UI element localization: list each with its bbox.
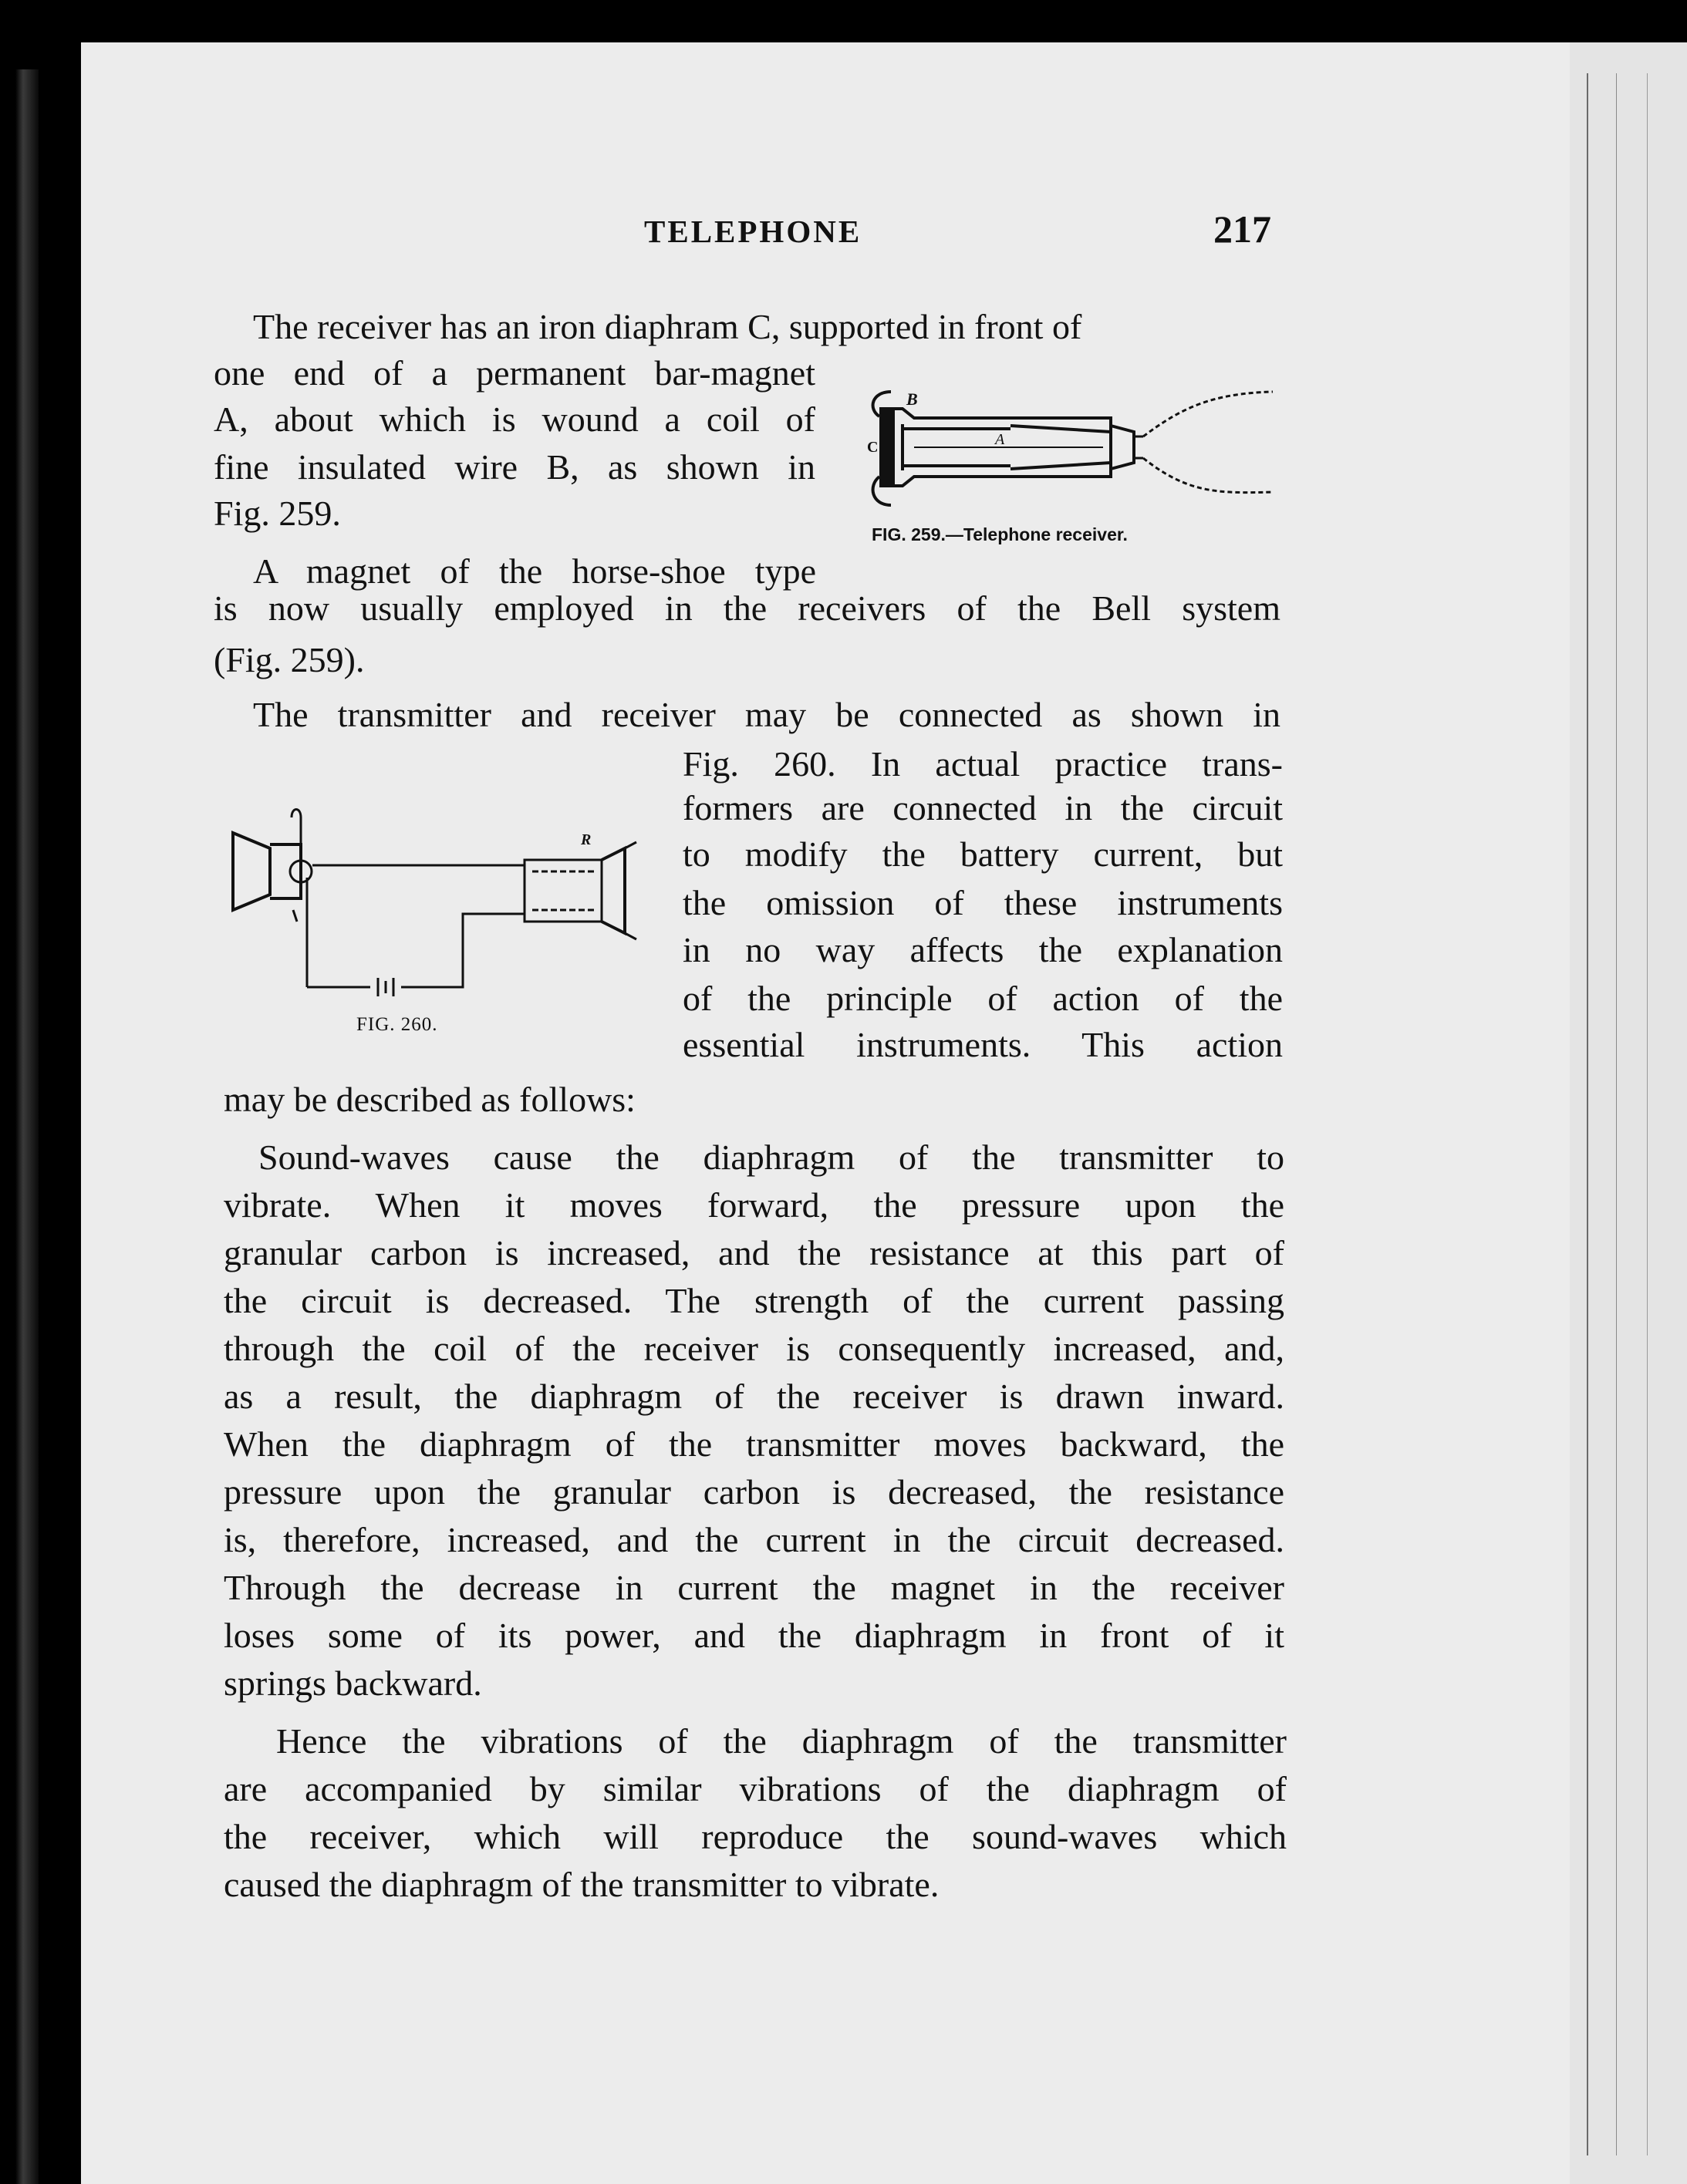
- circuit-drawing: [233, 810, 636, 997]
- text-line: The receiver has an iron diaphram C, supported in front of: [253, 307, 1082, 346]
- figure-label-a: A: [995, 431, 1005, 448]
- text-line: as a result, the diaphragm of the receiver is drawn inward.: [224, 1377, 1284, 1416]
- text-line: loses some of its power, and the diaphragm in front of it: [224, 1616, 1284, 1655]
- running-header: TELEPHONE: [644, 214, 862, 249]
- text-line: of the principle of action of the: [683, 979, 1283, 1018]
- figure-259-caption: FIG. 259.—Telephone receiver.: [872, 524, 1128, 544]
- text-line: (Fig. 259).: [214, 640, 365, 679]
- receiver-drawing: [873, 392, 1273, 505]
- text-line: springs backward.: [224, 1663, 482, 1703]
- text-line: A magnet of the horse-shoe type: [253, 551, 816, 591]
- figure-label-c: C: [867, 439, 879, 456]
- text-line: may be described as follows:: [224, 1080, 636, 1119]
- text-line: caused the diaphragm of the transmitter to vibrate.: [224, 1865, 940, 1904]
- figure-260-caption: FIG. 260.: [356, 1014, 438, 1035]
- text-line: the receiver, which will reproduce the sound-waves which: [224, 1817, 1287, 1856]
- figure-label-b: B: [906, 389, 918, 409]
- figure-label-r: R: [581, 831, 592, 848]
- text-line: Fig. 259.: [214, 494, 341, 533]
- text-line: Through the decrease in current the magnet in the receiver: [224, 1568, 1284, 1607]
- text-line: Sound-waves cause the diaphragm of the transmitter to: [258, 1138, 1284, 1177]
- text-line: granular carbon is increased, and the resistance at this part of: [224, 1233, 1284, 1272]
- telephone-circuit-figure: [224, 802, 656, 1003]
- text-line: pressure upon the granular carbon is decreased, the resistance: [224, 1472, 1284, 1512]
- text-line: is now usually employed in the receivers of the Bell system: [214, 588, 1280, 628]
- text-line: When the diaphragm of the transmitter moves backward, the: [224, 1424, 1284, 1464]
- book-spine-edge: [0, 69, 39, 2184]
- text-line: A, about which is wound a coil of: [214, 399, 815, 439]
- text-line: the circuit is decreased. The strength of the current passing: [224, 1281, 1284, 1320]
- text-line: in no way affects the explanation: [683, 930, 1283, 969]
- text-line: formers are connected in the circuit: [683, 788, 1283, 827]
- telephone-receiver-figure: [856, 378, 1288, 517]
- text-line: The transmitter and receiver may be connected as shown in: [253, 695, 1280, 734]
- text-line: fine insulated wire B, as shown in: [214, 447, 815, 487]
- text-line: one end of a permanent bar-magnet: [214, 353, 815, 393]
- text-line: are accompanied by similar vibrations of the diaphragm of: [224, 1769, 1287, 1808]
- text-line: is, therefore, increased, and the current in the circuit decreased.: [224, 1520, 1284, 1559]
- text-line: Fig. 260. In actual practice trans-: [683, 744, 1283, 784]
- page-edge-strip: [1570, 42, 1687, 2184]
- text-line: vibrate. When it moves forward, the pressure upon the: [224, 1185, 1284, 1225]
- text-line: to modify the battery current, but: [683, 834, 1283, 874]
- text-line: Hence the vibrations of the diaphragm of the transmitter: [276, 1721, 1287, 1761]
- text-line: the omission of these instruments: [683, 883, 1283, 922]
- page-number: 217: [1213, 207, 1271, 251]
- text-line: essential instruments. This action: [683, 1025, 1283, 1064]
- text-line: through the coil of the receiver is consequently increased, and,: [224, 1329, 1284, 1368]
